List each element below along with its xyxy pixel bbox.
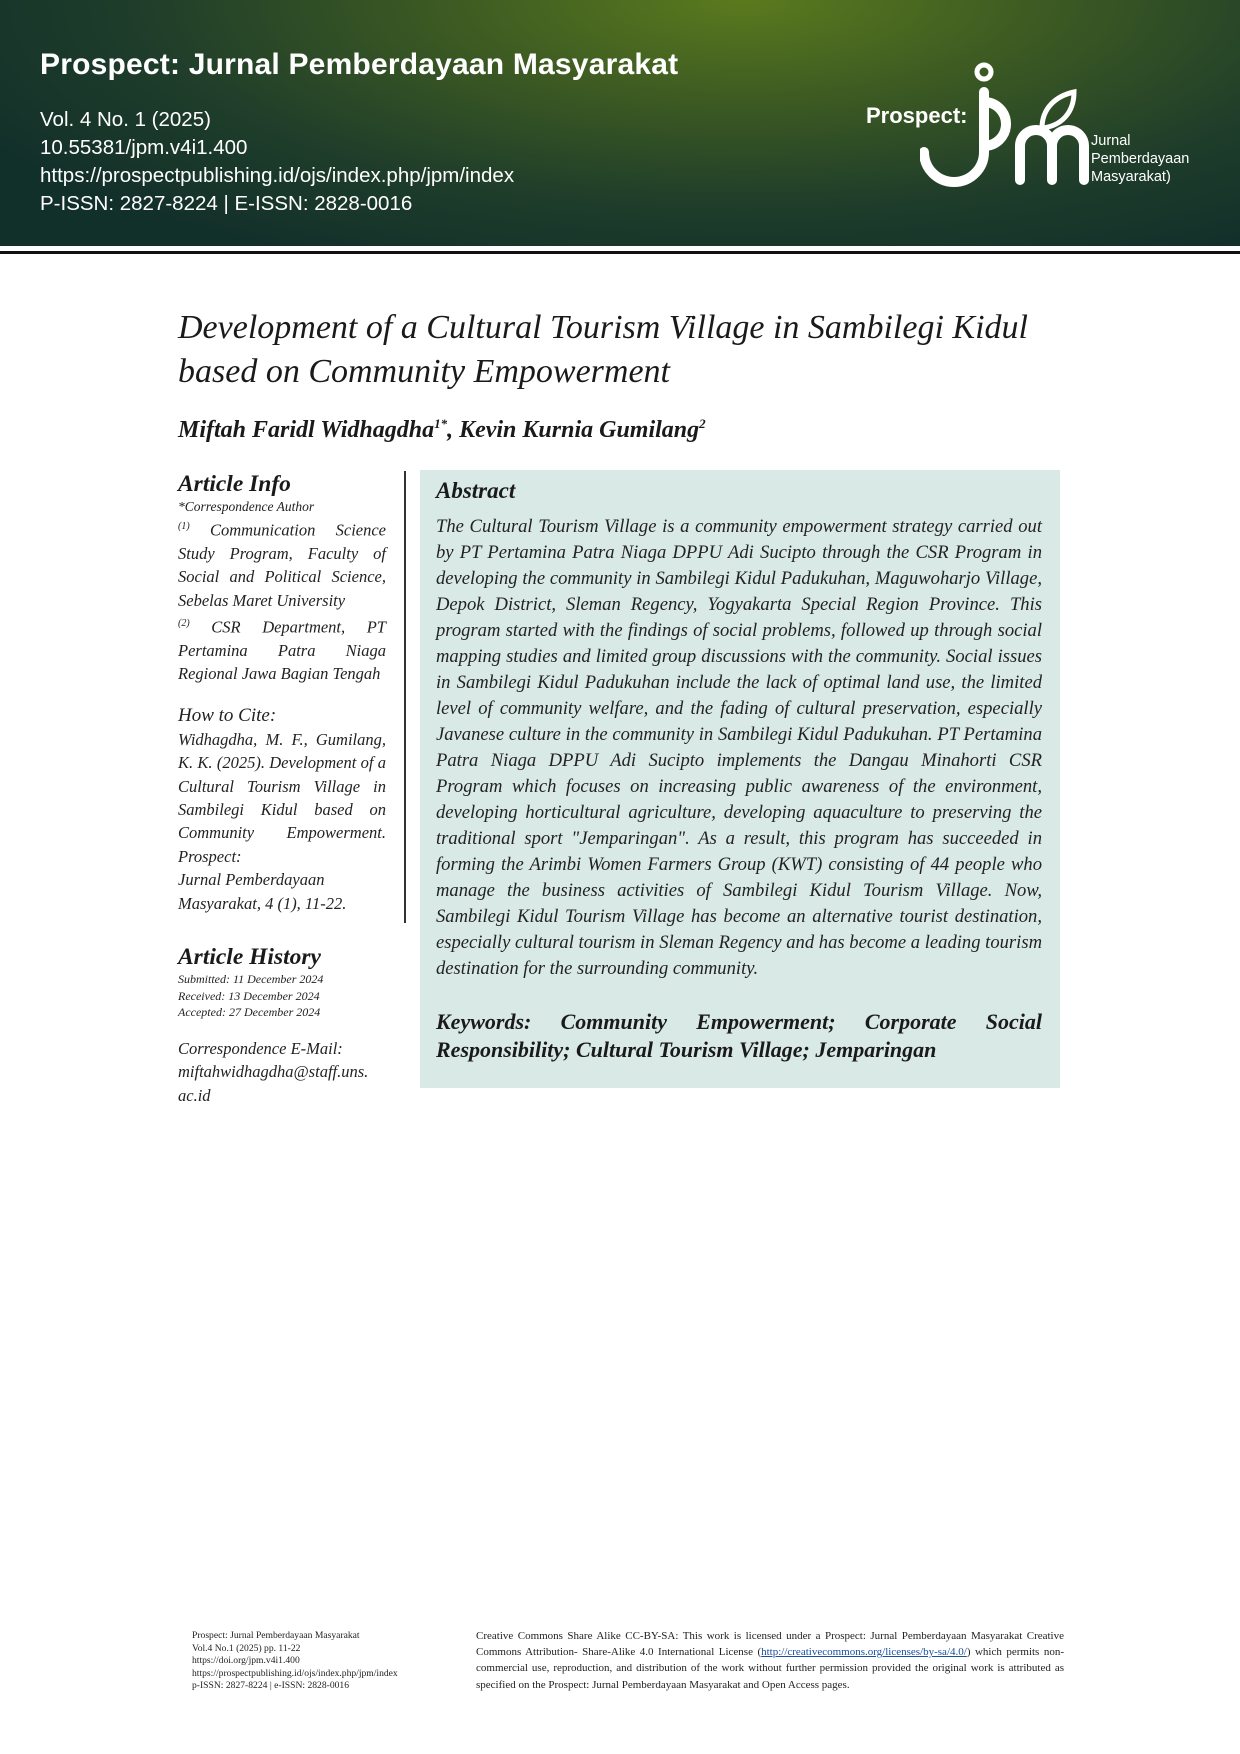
column-divider xyxy=(404,471,406,923)
header-rule xyxy=(0,251,1240,254)
how-to-cite-heading: How to Cite: xyxy=(178,704,277,726)
logo-sub-line: Jurnal xyxy=(1091,133,1131,149)
author-list xyxy=(178,416,706,444)
journal-volume: Vol. 4 No. 1 (2025) xyxy=(40,108,211,131)
journal-title: Prospect: Jurnal Pemberdayaan Masyarakat xyxy=(40,48,679,81)
article-history-heading: Article History xyxy=(178,944,321,971)
correspondence-email: miftahwidhagdha@staff.uns. xyxy=(178,1062,369,1082)
footer-line: p-ISSN: 2827-8224 | e-ISSN: 2828-0016 xyxy=(192,1680,350,1692)
citation-text: Widhagdha, M. F., Gumilang, K. K. (2025). Development of a Cultural Tourism Village in Sambilegi Kidul based on Community Empowerment. Prospect: xyxy=(178,729,386,866)
footer-license xyxy=(476,1628,1064,1693)
logo-subtitle xyxy=(1091,132,1189,186)
author-separator: , xyxy=(447,417,460,443)
footer-line: Prospect: Jurnal Pemberdayaan Masyarakat xyxy=(192,1630,360,1641)
footer-line: Vol.4 No.1 (2025) pp. 11-22 xyxy=(192,1642,301,1654)
journal-url: https://prospectpublishing.id/ojs/index.php/jpm/index xyxy=(40,164,515,187)
logo-word: Prospect: xyxy=(866,103,968,128)
author-name: Kevin Kurnia Gumilang xyxy=(459,417,700,443)
journal-banner xyxy=(0,0,1240,246)
accepted-date: Accepted: 27 December 2024 xyxy=(178,1005,321,1020)
journal-issn: P-ISSN: 2827-8224 | E-ISSN: 2828-0016 xyxy=(40,192,413,215)
affiliation-1 xyxy=(178,515,386,612)
abstract-text: The Cultural Tourism Village is a community empowerment strategy carried out by PT Pertamina Patra Niaga DPPU Adi Sucipto through the CSR Program in developing the community in Sambilegi Kidul Padukuhan, Maguwoharjo Village, Depok District, Sleman Regency, Yogyakarta Special Region Province. This program started with the findings of social problems, followed up through social mapping studies and limited group discussions with the community. Social issues in Sambilegi Kidul Padukuhan include the lack of optimal land use, the limited level of community welfare, and the fading of cultural preservation, especially Javanese culture in the community in Sambilegi Kidul Padukuhan. PT Pertamina Patra Niaga DPPU Adi Sucipto implements the Dangau Minahorti CSR Program which focuses on increasing public awareness of the environment, developing horticultural agriculture, developing aquaculture to preserving the traditional sport "Jemparingan". As a result, this program has succeeded in forming the Arimbi Women Farmers Group (KWT) consisting of 44 people who manage the business activities of Sambilegi Kidul Tourism Village. Now, Sambilegi Kidul Tourism Village has become an alternative tourist destination, especially cultural tourism in Sleman Regency and has become a leading tourism destination for the surrounding community. xyxy=(436,516,1042,979)
affiliation-text: CSR Department, PT Pertamina Patra Niaga Regional Jawa Bagian Tengah xyxy=(178,617,386,684)
license-text: ) which permits non-commercial use, reproduction, and distribution of the work without further permission provided the original work is attributed as specified on the Prospect: Jurnal Pemberdayaan Masyarakat and Open Access pages. xyxy=(476,1646,1065,1691)
article-info-heading: Article Info xyxy=(178,471,291,497)
affiliation-mark: (1) xyxy=(178,521,190,532)
journal-doi: 10.55381/jpm.v4i1.400 xyxy=(40,136,248,159)
affiliation-text: Communication Science Study Program, Faculty of Social and Political Science, Sebelas Maret University xyxy=(178,520,386,610)
citation-text-cont: Jurnal Pemberdayaan xyxy=(178,870,325,890)
jpm-logo-icon xyxy=(920,60,1090,190)
keywords: Keywords: Community Empowerment; Corporate Social Responsibility; Cultural Tourism Village; Jemparingan xyxy=(436,1009,1042,1062)
affiliation-mark: (2) xyxy=(178,618,190,630)
paper-title: Development of a Cultural Tourism Village in Sambilegi Kidul based on Community Empowerment xyxy=(178,309,1028,390)
correspondence-note: *Correspondence Author xyxy=(178,499,315,514)
affiliation-2 xyxy=(178,612,386,686)
correspondence-email-label: Correspondence E-Mail: xyxy=(178,1038,343,1058)
citation-text-cont: Masyarakat, 4 (1), 11-22. xyxy=(178,893,347,913)
article-info-column xyxy=(178,470,386,1107)
footer-line: https://doi.org/jpm.v4i1.400 xyxy=(192,1655,300,1667)
footer-journal-info xyxy=(192,1630,398,1693)
author-affiliation-mark: 2 xyxy=(699,416,706,431)
author-affiliation-mark: 1* xyxy=(434,416,448,431)
logo-sub-line: Masyarakat) xyxy=(1091,169,1171,185)
author-name: Miftah Faridl Widhagdha xyxy=(178,417,435,443)
footer-line: https://prospectpublishing.id/ojs/index.php/jpm/index xyxy=(192,1667,398,1679)
abstract-box xyxy=(420,470,1060,1088)
submitted-date: Submitted: 11 December 2024 xyxy=(178,972,324,987)
license-text: Creative Commons Share Alike CC-BY-SA: This work is licensed under a Prospect: Jurnal Pemberdayaan Masyarakat Creative Commons Attribution- Share-Alike 4.0 International License ( xyxy=(476,1630,1064,1659)
received-date: Received: 13 December 2024 xyxy=(178,988,320,1003)
correspondence-email-cont: ac.id xyxy=(178,1085,211,1105)
logo-sub-line: Pemberdayaan xyxy=(1091,151,1190,167)
abstract-heading: Abstract xyxy=(436,478,516,503)
license-link[interactable]: http://creativecommons.org/licenses/by-sa/4.0/ xyxy=(761,1646,967,1659)
